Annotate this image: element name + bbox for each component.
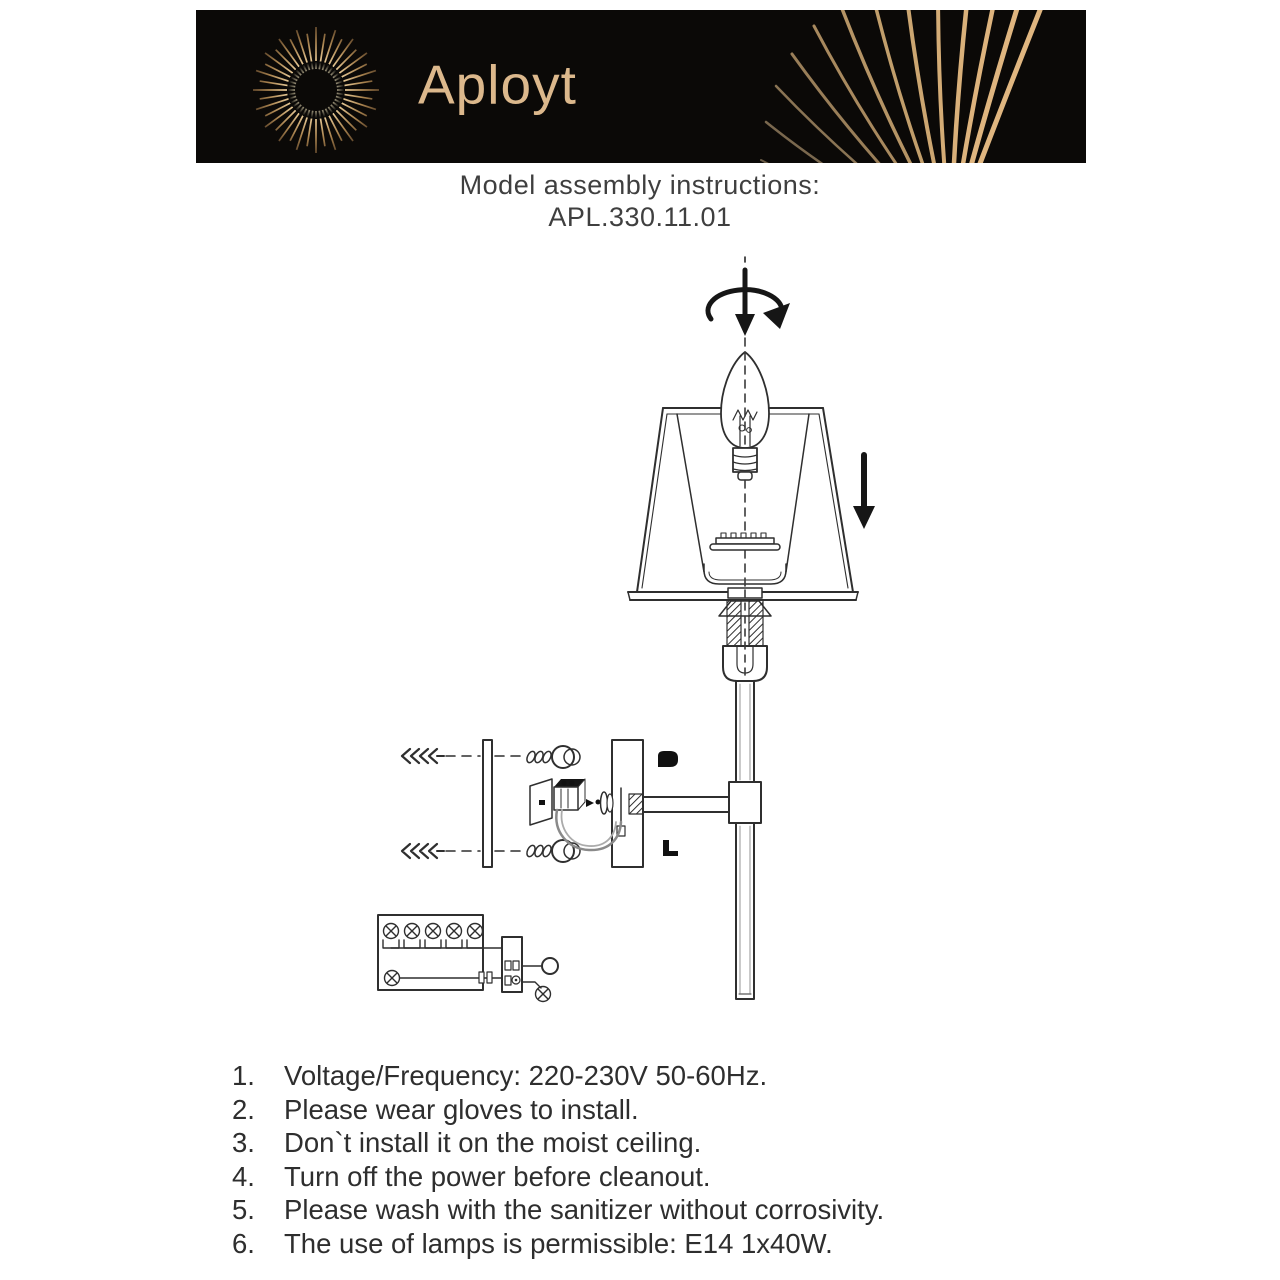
list-item: [232, 1227, 1092, 1261]
list-item: [232, 1193, 1092, 1227]
wiring-diagram: [378, 915, 558, 1002]
shade-retainer-ring: [710, 533, 780, 550]
junction-box: [530, 779, 625, 836]
lamp-stem: [729, 681, 761, 999]
item-text: Voltage/Frequency: 220-230V 50-60Hz.: [284, 1060, 768, 1091]
rotation-arrow-icon: [708, 257, 790, 336]
screw-icon: [658, 751, 678, 767]
page-title: Model assembly instructions:: [459, 170, 821, 200]
brand-logo-text: Aployt: [418, 52, 577, 115]
item-number: 6.: [232, 1227, 255, 1259]
item-text: Turn off the power before cleanout.: [284, 1160, 711, 1192]
wall-plate: [483, 740, 492, 867]
item-text: Please wear gloves to install.: [284, 1093, 639, 1125]
item-number: 2.: [232, 1093, 255, 1125]
item-text: Please wash with the sanitizer without corrosivity.: [284, 1194, 885, 1226]
item-number: 1.: [232, 1060, 255, 1091]
model-number: APL.330.11.01: [548, 202, 732, 232]
item-text: The use of lamps is permissible: E14 1x40W.: [284, 1227, 833, 1259]
wall-anchor: [402, 749, 444, 858]
item-number: 5.: [232, 1194, 255, 1226]
down-arrow-icon: [853, 455, 875, 529]
item-number: 3.: [232, 1127, 255, 1159]
list-item: [232, 1126, 1092, 1160]
instructions-list: [232, 1059, 1092, 1261]
list-item: [232, 1160, 1092, 1194]
item-number: 4.: [232, 1160, 255, 1192]
starburst-icon: [230, 10, 402, 163]
list-item: [232, 1059, 1092, 1093]
brand-banner: [196, 10, 1086, 163]
title-block: [0, 169, 1280, 233]
assembly-diagram: [0, 250, 1280, 1030]
decorative-rays: [666, 10, 1086, 163]
item-text: Don`t install it on the moist ceiling.: [284, 1127, 702, 1159]
list-item: [232, 1093, 1092, 1127]
screw-icon: [663, 840, 678, 856]
